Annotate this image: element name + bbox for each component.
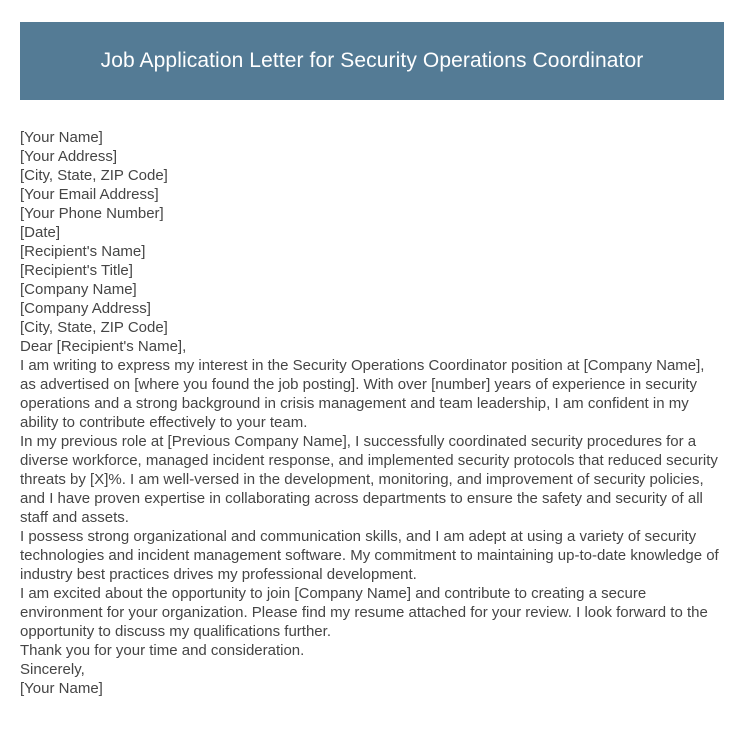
letter-signature-name: [Your Name]	[20, 680, 103, 697]
letter-text-line: [Your Phone Number]	[20, 205, 164, 222]
letter-salutation: Dear [Recipient's Name],	[20, 338, 187, 355]
letter-text-line: [City, State, ZIP Code]	[20, 167, 168, 184]
letter-closing-thanks: Thank you for your time and consideration.	[20, 642, 305, 659]
letter-header-banner	[20, 22, 724, 100]
letter-text-line: [Recipient's Name]	[20, 243, 146, 260]
letter-text-line: [Recipient's Title]	[20, 262, 133, 279]
letter-paragraph: I possess strong organizational and communication skills, and I am adept at using a variety of security technologies and incident management software. My commitment to maintaining up-to-date knowledge of industry best practices drives my professional development.	[20, 528, 719, 583]
letter-paragraph: In my previous role at [Previous Company Name], I successfully coordinated security procedures for a diverse workforce, managed incident response, and implemented security protocols that reduced security threats by [X]%. I am well-versed in the development, monitoring, and improvement of security policies, and I have proven expertise in collaborating across departments to ensure the safety and security of all staff and assets.	[20, 433, 718, 526]
letter-document	[0, 22, 740, 746]
letter-text-line: [Company Address]	[20, 300, 151, 317]
page-title: Job Application Letter for Security Operations Coordinator	[100, 49, 644, 73]
letter-closing-signoff: Sincerely,	[20, 661, 85, 678]
letter-paragraph: I am writing to express my interest in the Security Operations Coordinator position at [Company Name], as advertised on [where you found the job posting]. With over [number] years of experience in security operations and a strong background in crisis management and team leadership, I am confident in my ability to contribute effectively to your team.	[20, 357, 705, 431]
letter-text-line: [Your Name]	[20, 129, 103, 146]
letter-paragraph: I am excited about the opportunity to join [Company Name] and contribute to creating a secure environment for your organization. Please find my resume attached for your review. I look forward to the opportunity to discuss my qualifications further.	[20, 585, 708, 640]
letter-text-line: [Date]	[20, 224, 61, 241]
letter-text-line: [Company Name]	[20, 281, 137, 298]
letter-text-line: [Your Address]	[20, 148, 118, 165]
letter-text-line: [City, State, ZIP Code]	[20, 319, 168, 336]
letter-text-line: [Your Email Address]	[20, 186, 159, 203]
letter-body	[0, 100, 740, 698]
